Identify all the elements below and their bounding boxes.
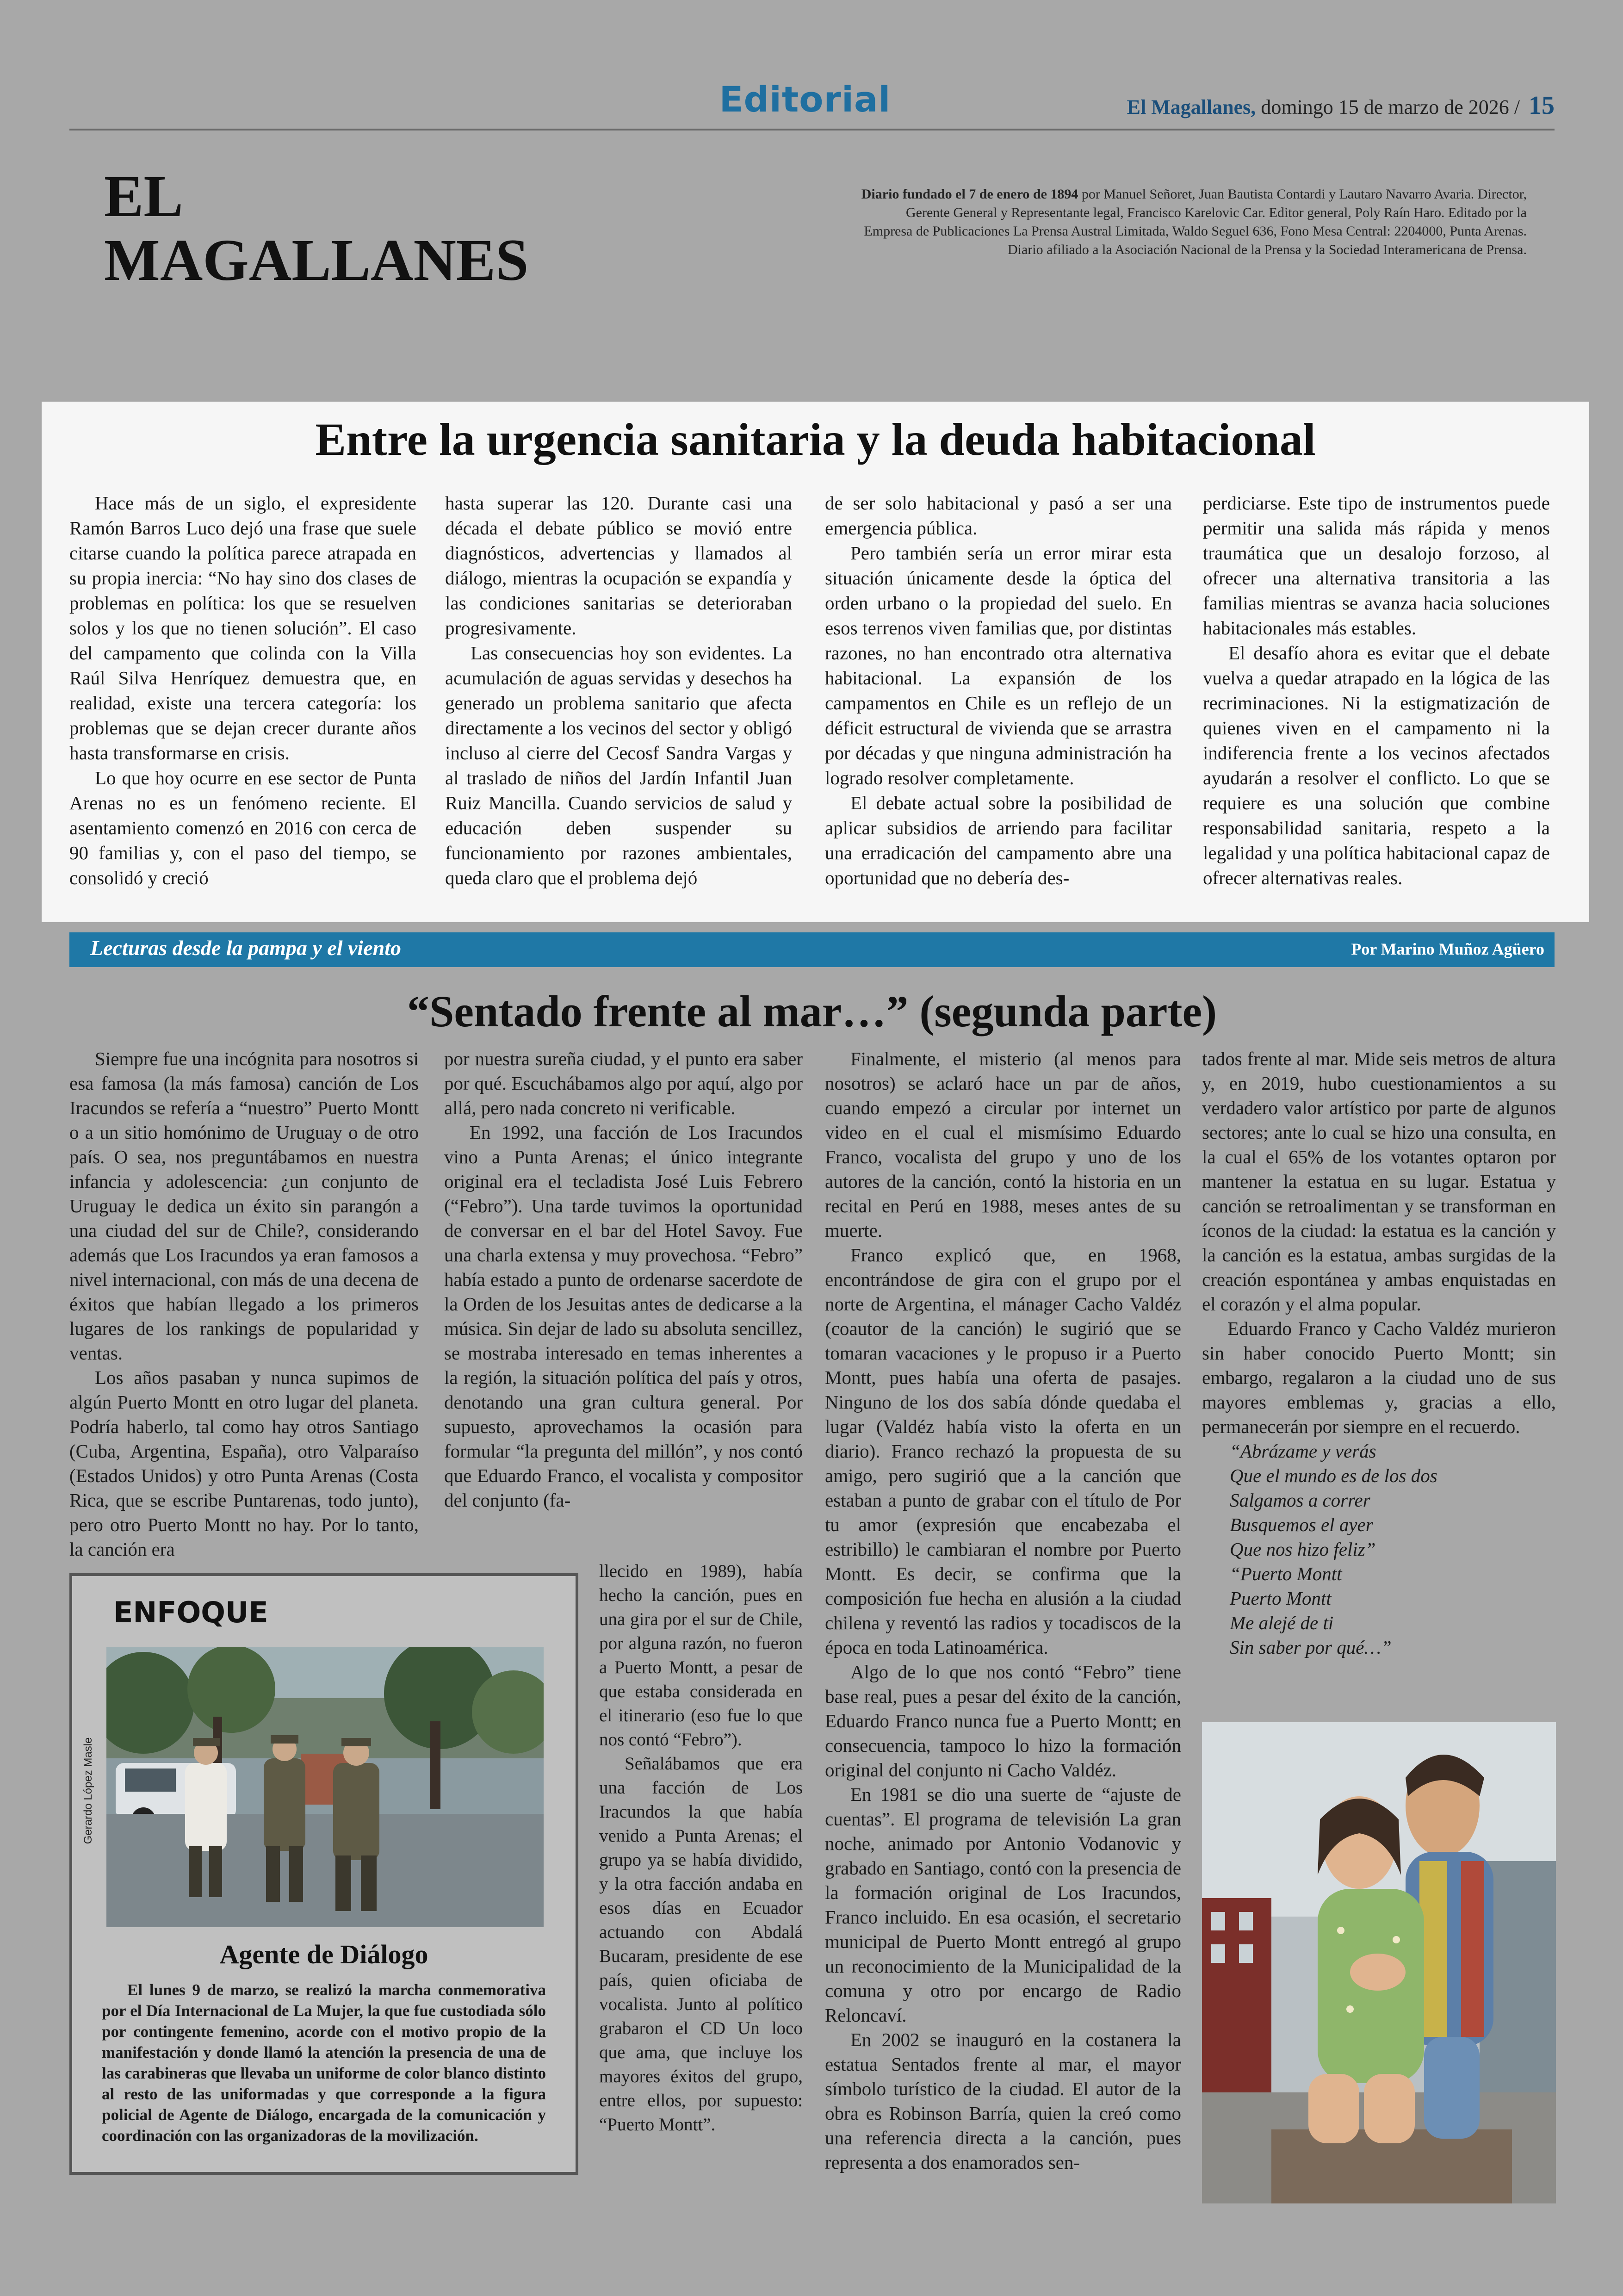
paragraph: llecido en 1989), había hecho la canción, pues en una gira por el sur de Chile, por alguna razón, no fueron a Puerto Montt, a pesar de que estaba considerada en el itinerario (eso fue lo que nos contó “Febro”).	[599, 1561, 803, 1750]
editorial-column-4	[1203, 490, 1550, 916]
lyric-line: Que el mundo es de los dos	[1230, 1465, 1437, 1486]
paragraph: El debate actual sobre la posibilidad de aplicar subsidios de arriendo para facilitar una erradicación del campamento abre una oportunidad que no debería des-	[825, 792, 1172, 888]
article-column-1	[69, 1047, 419, 1562]
lyric-line: “Abrázame y verás	[1230, 1440, 1376, 1462]
paragraph: por nuestra sureña ciudad, y el punto era saber por qué. Escuchábamos algo por aquí, algo por allá, pero nada concreto ni verificable.	[444, 1048, 803, 1118]
editorial-column-2	[445, 490, 792, 916]
article-column-4	[1202, 1047, 1556, 1660]
article-column-2-top	[444, 1047, 803, 1513]
photo-credit	[74, 1721, 102, 1860]
header-separator: /	[1514, 96, 1520, 118]
lyric-line: Busquemos el ayer	[1230, 1514, 1373, 1535]
paragraph: Lo que hoy ocurre en ese sector de Punta Arenas no es un fenómeno reciente. El asentamiento comenzó en 2016 con cerca de 90 familias y, con el paso del tiempo, se consolidó y creció	[69, 767, 416, 888]
photo-credit-text: Gerardo López Masle	[82, 1737, 94, 1844]
editorial-column-1	[69, 490, 416, 916]
publication-name: El Magallanes,	[1127, 96, 1256, 118]
article-column-2-bottom	[599, 1559, 803, 2137]
paragraph: Hace más de un siglo, el expresidente Ramón Barros Luco dejó una frase que suele citarse cuando la política parece atrapada en su propia inercia: “No hay sino dos clases de problemas en política: los que se resuelven solos y los que no tienen solución”. El caso del campamento que colinda con la Villa Raúl Silva Henríquez demuestra que, en realidad, existe una tercera categoría: los problemas que se dejan crecer durante años hasta transformarse en crisis.	[69, 492, 416, 763]
paragraph: de ser solo habitacional y pasó a ser una emergencia pública.	[825, 492, 1172, 539]
song-lyrics	[1202, 1439, 1556, 1660]
paragraph: En 1981 se dio una suerte de “ajuste de cuentas”. El programa de televisión La gran noche, animado por Antonio Vodanovic y grabado en Santiago, contó con la presencia de la formación original de Los Iracundos, Franco incluido. En esa ocasión, el secretario municipal de Puerto Montt entregó al grupo un reconocimiento de la Municipalidad de la comuna y otro por encargo de Radio Reloncaví.	[825, 1784, 1181, 2026]
paragraph: Los años pasaban y nunca supimos de algún Puerto Montt en otro lugar del planeta. Podría haberlo, tal como hay otros Santiago (Cuba, Argentina, España), otro Valparaíso (Estados Unidos) y otro Punta Arenas (Costa Rica, que se escribe Puntarenas, todo junto), pero otro Puerto Montt no hay. Por lo tanto, la canción era	[69, 1367, 419, 1560]
lyric-line: Me alejé de ti	[1230, 1612, 1334, 1633]
masthead	[104, 164, 567, 292]
enfoque-label: ENFOQUE	[113, 1595, 268, 1629]
header-meta	[1064, 91, 1555, 120]
masthead-line-1: EL	[104, 163, 183, 229]
lyric-line: Puerto Montt	[1230, 1588, 1332, 1609]
paragraph: Siempre fue una incógnita para nosotros si esa famosa (la más famosa) canción de Los Iracundos se refería a “nuestro” Puerto Montt o a un sitio homónimo de Uruguay o de otro país. O sea, nos preguntábamos en nuestra infancia y adolescencia: ¿un conjunto de Uruguay le dedica un éxito sin parangón a una ciudad del sur de Chile?, considerando además que Los Iracundos ya eran famosos a nivel internacional, con más de una decena de éxitos que habían llegado a los primeros lugares de los rankings de popularidad y ventas.	[69, 1048, 419, 1364]
enfoque-photo	[106, 1647, 544, 1927]
paragraph: Finalmente, el misterio (al menos para nosotros) se aclaró hace un par de años, cuando empezó a circular por internet un video en el cual el mismísimo Eduardo Franco, vocalista del grupo y uno de los autores de la canción, contó la historia en un recital en Perú en 1988, meses antes de su muerte.	[825, 1048, 1181, 1241]
enfoque-title: Agente de Diálogo	[219, 1939, 428, 1969]
paragraph: Las consecuencias hoy son evidentes. La acumulación de aguas servidas y desechos ha generado un problema sanitario que afecta directamente a los vecinos del sector y obligó incluso al cierre del Cecosf Sandra Vargas y al traslado de niños del Jardín Infantil Juan Ruiz Mancilla. Cuando servicios de salud y educación deben suspender su funcionamiento por razones ambientales, queda claro que el problema dejó	[445, 642, 792, 888]
enfoque-text: El lunes 9 de marzo, se realizó la marcha conmemorativa por el Día Internacional de La Mujer, la que fue custodiada sólo por contingente femenino, acorde con el motivo propio de la manifestación y donde llamó la atención la presencia de una de las carabineras que llevaba un uniforme de color blanco distinto al resto de las uniformadas y que corresponde a la figura policial de Agente de Diálogo, encargada de la comunicación y coordinación con las organizadoras de la movilización.	[102, 1981, 546, 2145]
header-rule	[69, 129, 1555, 130]
section-title: Editorial	[719, 79, 891, 120]
lyric-line: Salgamos a correr	[1230, 1489, 1370, 1511]
lyric-line: Sin saber por qué…”	[1230, 1637, 1392, 1658]
paragraph: Franco explicó que, en 1968, encontrándose de gira con el grupo por el norte de Argentina, el mánager Cacho Valdéz (coautor de la canción) le sugirió que se tomaran vacaciones y le propuso ir a Puerto Montt, pues había una oferta de pasajes. Ninguno de los dos sabía dónde quedaba el lugar (Valdéz había visto la oferta en un diario). Franco rechazó la propuesta de su amigo, pero sugirió que a la canción que estaban a punto de grabar con el título de Por tu amor (expresión que encabezaba el estribillo) le cambiaran el nombre por Puerto Montt. Es decir, se confirma que la composición fue hecha en alusión a la ciudad chilena y reventó las radios y tocadiscos de la época en toda Latinoamérica.	[825, 1244, 1181, 1658]
editorial-headline: Entre la urgencia sanitaria y la deuda habitacional	[315, 414, 1316, 465]
masthead-line-2: MAGALLANES	[104, 227, 529, 293]
paragraph: perdiciarse. Este tipo de instrumentos puede permitir una salida más rápida y menos traumática que un desalojo forzoso, al ofrecer una alternativa transitoria a las familias mientras se avanza hacia soluciones habitacionales más estables.	[1203, 492, 1550, 639]
article-headline: “Sentado frente al mar…” (segunda parte)	[407, 987, 1217, 1036]
paragraph: En 2002 se inauguró en la costanera la estatua Sentados frente al mar, el mayor símbolo turístico de la ciudad. El autor de la obra es Robinson Barría, quien la creó como una referencia directa a la canción, pues representa a dos enamorados sen-	[825, 2029, 1181, 2173]
founding-date: Diario fundado el 7 de enero de 1894	[861, 186, 1078, 202]
lyric-line: Que nos hizo feliz”	[1230, 1539, 1376, 1560]
paragraph: Eduardo Franco y Cacho Valdéz murieron sin haber conocido Puerto Montt; sin embargo, regalaron a la ciudad uno de sus mayores emblemas y, gracias a ello, permanecerán por siempre en el recuerdo.	[1202, 1318, 1556, 1437]
paragraph: Algo de lo que nos contó “Febro” tiene base real, pues a pesar del éxito de la canción, Eduardo Franco nunca fue a Puerto Montt; en consecuencia, tampoco lo hizo la formación original del conjunto ni Cacho Valdéz.	[825, 1661, 1181, 1781]
lyric-line: “Puerto Montt	[1230, 1563, 1342, 1584]
page-number: 15	[1529, 91, 1555, 120]
paragraph: Pero también sería un error mirar esta situación únicamente desde la óptica del orden urbano o la propiedad del suelo. En esos terrenos viven familias que, por distintas razones, no han encontrado otra alternativa habitacional. La expansión de los campamentos en Chile es un reflejo de un déficit estructural de vivienda que se arrastra por décadas y que ninguna administración ha logrado resolver completamente.	[825, 542, 1172, 788]
paragraph: tados frente al mar. Mide seis metros de altura y, en 2019, hubo cuestionamientos a su verdadero valor artístico por parte de algunos sectores; ante lo cual se hizo una consulta, en la cual el 65% de los votantes optaron por mantener la estatua en su lugar. Estatua y canción se retroalimentan y se transforman en íconos de la ciudad: la estatua es la canción y la canción es la estatua, ambas surgidas de la creación espontánea y ambas enquistadas en el corazón y el alma popular.	[1202, 1048, 1556, 1315]
column-author: Por Marino Muñoz Agüero	[1351, 940, 1544, 958]
founding-credits	[861, 185, 1527, 259]
paragraph: En 1992, una facción de Los Iracundos vino a Punta Arenas; el único integrante original era el tecladista José Luis Febrero (“Febro”). Una tarde tuvimos la oportunidad de conversar en el bar del Hotel Savoy. Fue una charla extensa y muy provechosa. “Febro” había estado a punto de ordenarse sacerdote de la Orden de los Jesuitas antes de dedicarse a la música. Sin dejar de lado su absoluta sencillez, se mostraba interesado en temas inherentes a la región, la situación política del país y otros, denotando una gran cultura general. Por supuesto, aprovechamos la ocasión para formular “la pregunta del millón”, y nos contó que Eduardo Franco, el vocalista y compositor del conjunto (fa-	[444, 1122, 803, 1511]
editorial-column-3	[825, 490, 1172, 916]
paragraph: hasta superar las 120. Durante casi una década el debate público se movió entre diagnósticos, advertencias y llamados al diálogo, mientras la ocupación se expandía y las condiciones sanitarias se deterioraban progresivamente.	[445, 492, 792, 639]
paragraph: Señalábamos que era una facción de Los Iracundos la que había venido a Punta Arenas; el grupo ya se había dividido, y la otra facción andaba en esos días en Ecuador actuando con Abdalá Bucaram, presidente de ese país, quien oficiaba de vocalista. Junto al político grabaron el CD Un loco que ama, que incluye los mayores éxitos del grupo, entre ellos, por supuesto: “Puerto Montt”.	[599, 1754, 803, 2135]
article-column-3	[825, 1047, 1181, 2175]
paragraph: El desafío ahora es evitar que el debate vuelva a quedar atrapado en la lógica de las recriminaciones. Ni la estigmatización de quienes viven en el campamento ni la indiferencia frente a los vecinos afectados ayudarán a resolver el conflicto. Lo que se requiere es una solución que combine responsabilidad sanitaria, respeto a la legalidad y una política habitacional capaz de ofrecer alternativas reales.	[1203, 642, 1550, 888]
column-title: Lecturas desde la pampa y el viento	[90, 936, 401, 960]
issue-date: domingo 15 de marzo de 2026	[1261, 96, 1509, 118]
founding-details: por Manuel Señoret, Juan Bautista Contardi y Lautaro Navarro Avaria. Director, Gerente General y Representante legal, Francisco Karelovic Car. Editor general, Poly Raín Haro. Editado por la Empresa de Publicaciones La Prensa Austral Limitada, Waldo Seguel 636, Fono Mesa Central: 2204000, Punta Arenas. Diario afiliado a la Asociación Nacional de la Prensa y la Sociedad Interamericana de Prensa.	[864, 186, 1527, 257]
statue-photo	[1202, 1722, 1556, 2203]
